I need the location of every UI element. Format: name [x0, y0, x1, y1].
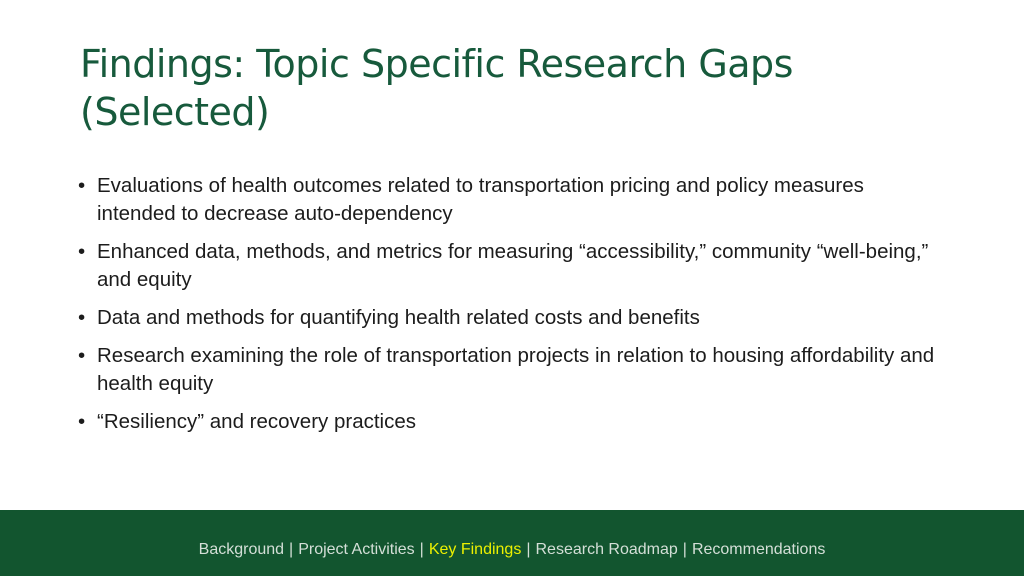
nav-separator: |	[682, 541, 687, 558]
bullet-list	[78, 172, 938, 446]
nav-separator: |	[289, 541, 294, 558]
nav-item-project-activities[interactable]: Project Activities	[298, 541, 415, 558]
bullet-item: • Research examining the role of transportation projects in relation to housing affordability and health equity	[78, 342, 938, 398]
footer-bar	[0, 510, 1024, 576]
footer-navigation	[0, 540, 1024, 560]
nav-item-background[interactable]: Background	[198, 541, 285, 558]
nav-separator: |	[419, 541, 424, 558]
bullet-item: • Data and methods for quantifying health related costs and benefits	[78, 304, 938, 332]
bullet-item: • Evaluations of health outcomes related to transportation pricing and policy measures intended to decrease auto-dependency	[78, 172, 938, 228]
bullet-item: • “Resiliency” and recovery practices	[78, 408, 938, 436]
nav-item-key-findings[interactable]: Key Findings	[428, 541, 522, 558]
nav-item-recommendations[interactable]: Recommendations	[691, 541, 826, 558]
bullet-item: • Enhanced data, methods, and metrics for measuring “accessibility,” community “well-being,” and equity	[78, 238, 938, 294]
nav-separator: |	[526, 541, 531, 558]
nav-item-research-roadmap[interactable]: Research Roadmap	[535, 541, 678, 558]
slide-title: Findings: Topic Specific Research Gaps (Selected)	[80, 42, 793, 134]
